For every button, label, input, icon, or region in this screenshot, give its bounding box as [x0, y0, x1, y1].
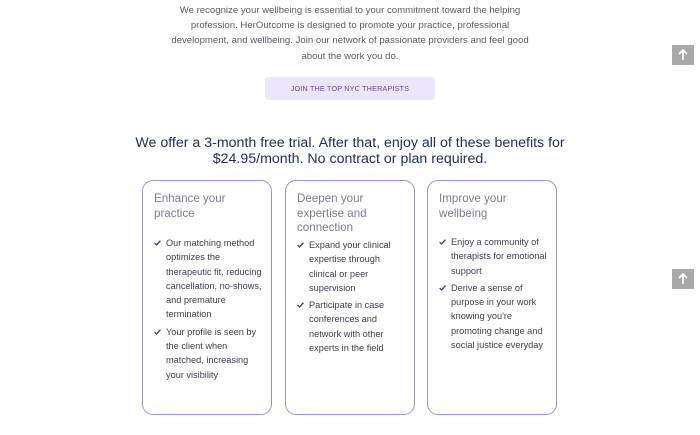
- intro-line: about the work you do.: [301, 50, 399, 62]
- card-title: Improve your wellbeing: [439, 192, 507, 220]
- pricing-headline: [110, 135, 590, 167]
- benefit-item: [154, 236, 266, 322]
- card-title: Enhance your practice: [154, 192, 226, 220]
- intro-text: [160, 3, 540, 64]
- arrow-up-icon: [678, 273, 688, 285]
- scroll-to-top-button[interactable]: [672, 269, 694, 289]
- join-therapists-button[interactable]: JOIN THE TOP NYC THERAPISTS: [265, 77, 435, 100]
- benefit-text: Participate in case conferences and network with other experts in the field: [309, 300, 385, 354]
- benefit-text: Expand your clinical expertise through clinical or peer supervision: [309, 240, 391, 293]
- check-icon: [297, 242, 304, 248]
- benefit-text: Derive a sense of purpose in your work knowing you're promoting change and social justice everyday: [451, 282, 543, 351]
- benefit-card-practice: [142, 180, 272, 415]
- benefit-item: [297, 298, 409, 355]
- intro-line: profession. HerOutcome is designed to promote your practice, professional: [190, 20, 510, 32]
- intro-line: development, and wellbeing. Join our network of passionate providers and feel good: [171, 35, 529, 47]
- card-title: Deepen your expertise and connection: [297, 192, 367, 234]
- benefit-text: Your profile is seen by the client when matched, increasing your visibility: [166, 326, 257, 380]
- benefit-text: Our matching method optimizes the therapeutic fit, reducing cancellation, no-shows, and premature termination: [166, 238, 262, 320]
- check-icon: [297, 302, 304, 308]
- benefit-item: [439, 235, 551, 278]
- benefit-item: [439, 281, 551, 352]
- benefit-item: [297, 238, 409, 295]
- benefit-text: Enjoy a community of therapists for emotional support: [451, 237, 547, 276]
- check-icon: [154, 329, 161, 335]
- intro-line: We recognize your wellbeing is essential to your commitment toward the helping: [179, 5, 521, 16]
- check-icon: [154, 240, 161, 246]
- benefit-card-wellbeing: [427, 180, 557, 415]
- benefit-list: [154, 236, 266, 385]
- scroll-to-top-button[interactable]: [672, 45, 694, 65]
- headline-line-2: $24.95/month. No contract or plan required.: [212, 151, 488, 167]
- benefit-card-expertise: [285, 180, 415, 415]
- benefit-item: [154, 325, 266, 382]
- arrow-up-icon: [678, 49, 688, 61]
- benefit-list: [439, 235, 551, 355]
- headline-line-1: We offer a 3-month free trial. After that, enjoy all of these benefits for: [135, 135, 565, 151]
- benefit-list: [297, 238, 409, 358]
- check-icon: [439, 285, 446, 291]
- check-icon: [439, 239, 446, 245]
